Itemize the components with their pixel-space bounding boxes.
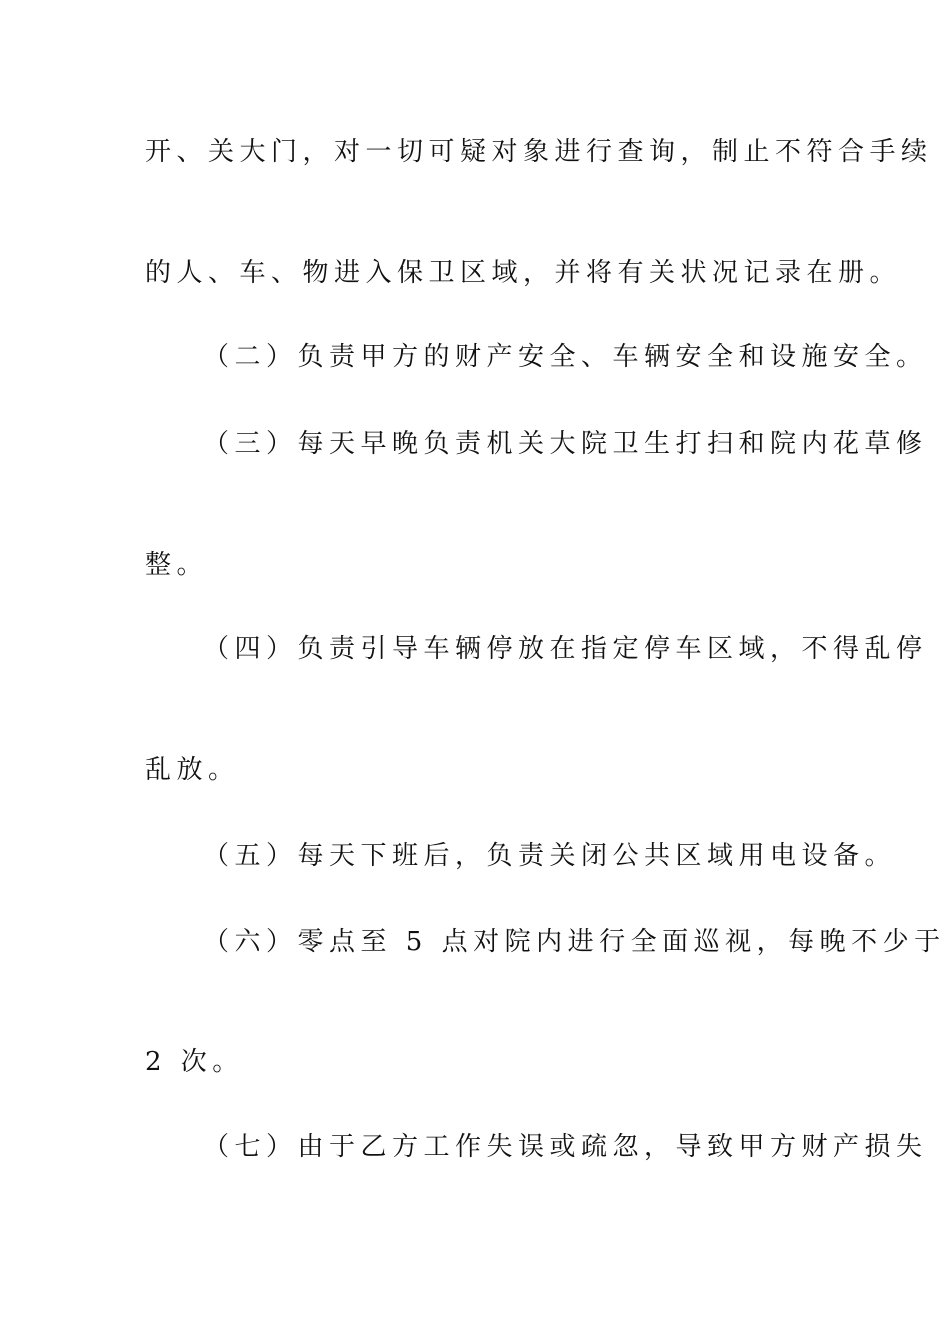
text: 整。 <box>145 550 209 580</box>
list-item-4 <box>0 632 950 666</box>
text: 2 次。 <box>145 1047 244 1077</box>
paragraph-line <box>0 753 950 787</box>
list-item-3 <box>0 427 950 461</box>
list-item-6 <box>0 925 950 959</box>
paragraph-line <box>0 256 950 290</box>
text: 开、关大门，对一切可疑对象进行查询，制止不符合手续 <box>145 137 933 167</box>
text: （三）每天早晚负责机关大院卫生打扫和院内花草修 <box>203 429 928 459</box>
text: （四）负责引导车辆停放在指定停车区域，不得乱停 <box>203 634 928 664</box>
paragraph-line <box>0 548 950 582</box>
text: （二）负责甲方的财产安全、车辆安全和设施安全。 <box>203 342 928 372</box>
list-item-5 <box>0 839 950 873</box>
text: （六）零点至 5 点对院内进行全面巡视，每晚不少于 <box>203 927 946 957</box>
text: 的人、车、物进入保卫区域，并将有关状况记录在册。 <box>145 258 902 288</box>
text: （五）每天下班后，负责关闭公共区域用电设备。 <box>203 841 897 871</box>
text: 乱放。 <box>145 755 240 785</box>
paragraph-line <box>0 1045 950 1079</box>
list-item-2 <box>0 340 950 374</box>
text: （七）由于乙方工作失误或疏忽，导致甲方财产损失 <box>203 1132 928 1162</box>
list-item-7 <box>0 1130 950 1164</box>
paragraph-line <box>0 135 950 169</box>
